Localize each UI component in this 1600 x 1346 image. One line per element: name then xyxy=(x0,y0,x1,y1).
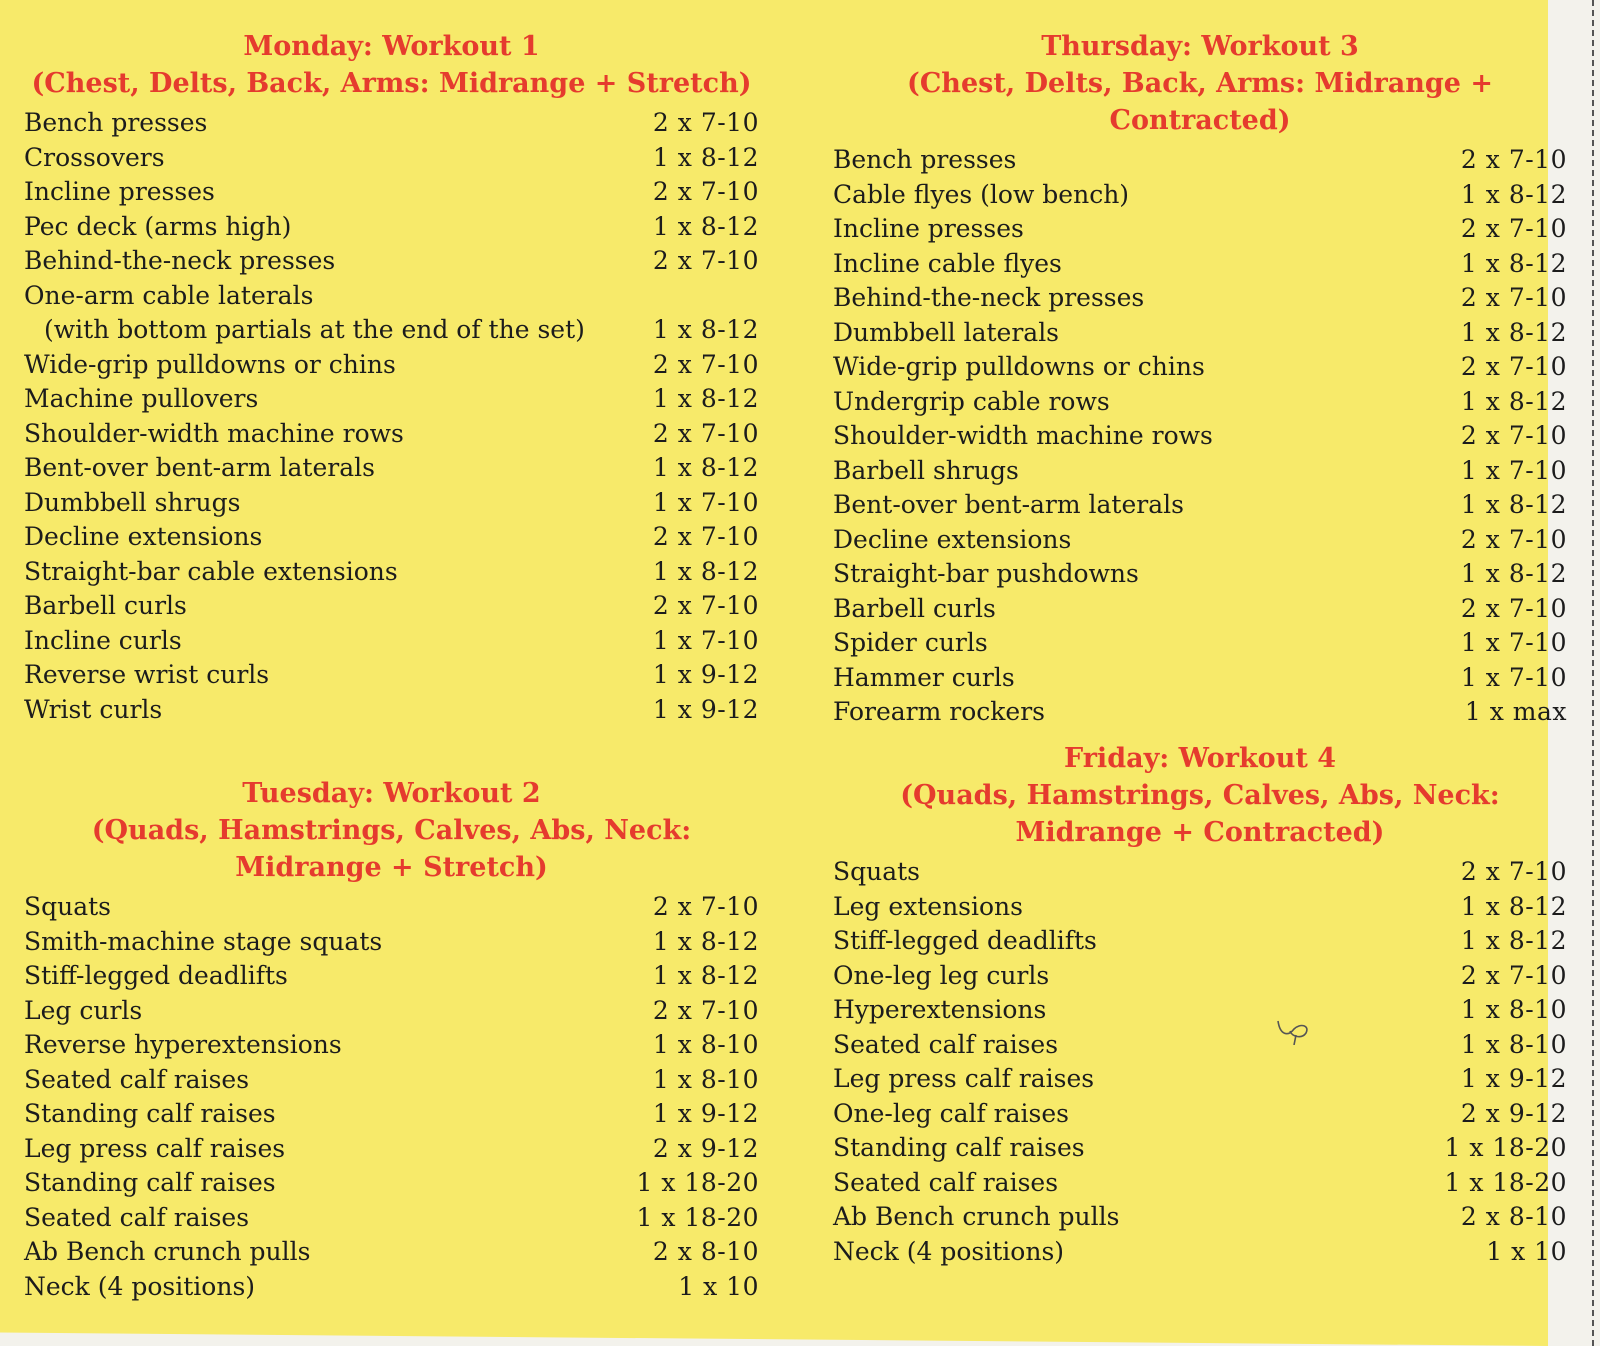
exercise-sets: 1 x 9-12 xyxy=(652,1099,759,1128)
exercise-name: Straight-bar pushdowns xyxy=(833,559,1139,588)
exercise-row xyxy=(833,316,1567,351)
exercise-sets: 2 x 7-10 xyxy=(1460,214,1567,243)
exercise-sets: 1 x 9-12 xyxy=(1460,1064,1567,1093)
exercise-name: Spider curls xyxy=(833,628,988,657)
exercise-sets: 2 x 9-12 xyxy=(652,1133,759,1163)
exercise-row xyxy=(833,1062,1567,1097)
exercise-name: Neck (4 positions) xyxy=(833,1236,1065,1266)
exercise-name: Decline extensions xyxy=(833,524,1072,554)
exercise-row xyxy=(833,1200,1567,1235)
exercise-row xyxy=(833,454,1567,489)
exercise-sets: 2 x 7-10 xyxy=(652,892,759,921)
exercise-name: Smith-machine stage squats xyxy=(24,926,383,956)
exercise-sets: 1 x max xyxy=(1464,697,1567,726)
exercise-sets: 1 x 8-12 xyxy=(1460,559,1567,588)
exercise-sets: 1 x 7-10 xyxy=(1460,662,1567,692)
exercise-name: Stiff-legged deadlifts xyxy=(24,961,288,990)
exercise-row xyxy=(833,993,1567,1028)
exercise-name: (with bottom partials at the end of the set) xyxy=(44,315,585,344)
exercise-name: One-leg calf raises xyxy=(833,1098,1069,1128)
exercise-name: Crossovers xyxy=(24,142,165,172)
exercise-list xyxy=(24,890,759,1304)
exercise-row xyxy=(833,419,1567,454)
exercise-sets: 1 x 8-10 xyxy=(1460,995,1567,1024)
exercise-row xyxy=(24,1235,759,1270)
workout-day-title: Friday: Workout 4 xyxy=(1064,743,1336,774)
exercise-row xyxy=(833,488,1567,523)
exercise-name: Reverse hyperextensions xyxy=(24,1030,342,1059)
exercise-sets: 1 x 18-20 xyxy=(636,1168,759,1197)
workout-day-title: Tuesday: Workout 2 xyxy=(242,778,541,809)
exercise-sets: 1 x 10 xyxy=(678,1271,759,1301)
workout-focus: (Quads, Hamstrings, Calves, Abs, Neck: Midrange + Stretch) xyxy=(91,815,692,883)
exercise-name: Machine pullovers xyxy=(24,384,259,413)
exercise-name: Ab Bench crunch pulls xyxy=(24,1237,311,1266)
exercise-row xyxy=(833,143,1567,178)
exercise-sets: 2 x 7-10 xyxy=(1460,593,1567,623)
exercise-sets: 2 x 7-10 xyxy=(652,349,759,379)
exercise-name: Standing calf raises xyxy=(833,1133,1085,1162)
exercise-sets: 2 x 7-10 xyxy=(1460,145,1567,174)
exercise-name: Bent-over bent-arm laterals xyxy=(24,453,375,482)
exercise-row xyxy=(24,589,759,624)
exercise-sets: 1 x 8-12 xyxy=(652,926,759,956)
exercise-row xyxy=(24,1132,759,1167)
exercise-name: Behind-the-neck presses xyxy=(833,283,1145,312)
exercise-sets: 1 x 8-12 xyxy=(652,211,759,241)
exercise-sets: 2 x 7-10 xyxy=(1460,352,1567,381)
workout-block-tuesday xyxy=(24,775,759,1304)
exercise-row xyxy=(833,350,1567,385)
exercise-sets: 1 x 8-12 xyxy=(652,142,759,172)
exercise-sets: 2 x 7-10 xyxy=(1460,960,1567,990)
exercise-name: Reverse wrist curls xyxy=(24,660,270,689)
exercise-row xyxy=(24,890,759,925)
exercise-sets: 1 x 8-12 xyxy=(1460,926,1567,955)
workout-block-monday xyxy=(24,28,759,727)
exercise-name: Standing calf raises xyxy=(24,1168,276,1197)
exercise-row xyxy=(24,1097,759,1132)
exercise-name: Ab Bench crunch pulls xyxy=(833,1202,1120,1231)
exercise-row xyxy=(24,382,759,417)
exercise-row xyxy=(833,695,1567,730)
exercise-sets: 1 x 8-12 xyxy=(652,315,759,344)
exercise-name: Squats xyxy=(24,892,112,921)
exercise-row xyxy=(24,555,759,590)
exercise-row xyxy=(24,1201,759,1236)
exercise-name: Decline extensions xyxy=(24,522,263,551)
exercise-name: Leg curls xyxy=(24,995,143,1025)
exercise-sets: 2 x 7-10 xyxy=(652,591,759,620)
exercise-name: Seated calf raises xyxy=(24,1064,250,1094)
exercise-name: Incline curls xyxy=(24,625,182,655)
exercise-name: Seated calf raises xyxy=(833,1029,1059,1059)
exercise-sets: 2 x 7-10 xyxy=(652,995,759,1025)
exercise-name: Hammer curls xyxy=(833,662,1015,692)
workout-focus: (Quads, Hamstrings, Calves, Abs, Neck: Midrange + Contracted) xyxy=(900,780,1500,848)
exercise-sets: 1 x 8-12 xyxy=(1460,891,1567,921)
exercise-row xyxy=(833,1131,1567,1166)
exercise-row xyxy=(833,1235,1567,1270)
exercise-row xyxy=(24,520,759,555)
exercise-sets: 2 x 7-10 xyxy=(652,418,759,448)
exercise-row xyxy=(24,624,759,659)
exercise-name: Dumbbell shrugs xyxy=(24,487,241,517)
exercise-row xyxy=(833,592,1567,627)
exercise-sets: 2 x 7-10 xyxy=(1460,283,1567,312)
exercise-sets: 1 x 8-12 xyxy=(1460,386,1567,416)
exercise-row xyxy=(24,658,759,693)
exercise-name: One-arm cable laterals xyxy=(24,280,314,310)
exercise-name: Squats xyxy=(833,857,921,886)
exercise-sets: 2 x 7-10 xyxy=(652,522,759,551)
exercise-row xyxy=(24,451,759,486)
handwritten-mark xyxy=(1274,1015,1314,1045)
exercise-sets: 1 x 8-12 xyxy=(1460,490,1567,519)
workout-block-friday xyxy=(833,740,1567,1269)
exercise-sets: 2 x 7-10 xyxy=(1460,857,1567,886)
exercise-sets: 2 x 8-10 xyxy=(652,1237,759,1266)
exercise-sets: 1 x 7-10 xyxy=(1460,455,1567,485)
exercise-name: Barbell curls xyxy=(833,593,996,623)
exercise-row xyxy=(833,1028,1567,1063)
exercise-sets: 2 x 7-10 xyxy=(1460,421,1567,450)
exercise-sets: 1 x 8-12 xyxy=(652,961,759,990)
exercise-sets: 2 x 7-10 xyxy=(652,177,759,206)
exercise-name: Undergrip cable rows xyxy=(833,386,1110,416)
exercise-name: Leg extensions xyxy=(833,891,1023,921)
exercise-sets: 2 x 7-10 xyxy=(652,246,759,275)
exercise-name: Barbell shrugs xyxy=(833,455,1019,485)
exercise-row xyxy=(24,1166,759,1201)
workout-block-thursday xyxy=(833,28,1567,730)
dashed-cut-line xyxy=(1592,0,1594,1346)
exercise-name: Seated calf raises xyxy=(24,1202,250,1232)
exercise-sets: 1 x 10 xyxy=(1486,1236,1567,1266)
exercise-name: Incline presses xyxy=(833,214,1024,243)
exercise-name: Bent-over bent-arm laterals xyxy=(833,490,1184,519)
exercise-name: Stiff-legged deadlifts xyxy=(833,926,1097,955)
exercise-sets: 1 x 18-20 xyxy=(1444,1133,1567,1162)
exercise-sets: 2 x 8-10 xyxy=(1460,1202,1567,1231)
exercise-name: Bench presses xyxy=(833,145,1017,174)
exercise-name: Leg press calf raises xyxy=(833,1064,1095,1093)
exercise-row xyxy=(24,279,759,314)
exercise-row xyxy=(24,106,759,141)
exercise-name: Straight-bar cable extensions xyxy=(24,556,398,586)
exercise-name: Dumbbell laterals xyxy=(833,317,1060,347)
exercise-row xyxy=(833,557,1567,592)
exercise-row xyxy=(833,281,1567,316)
exercise-name: Forearm rockers xyxy=(833,697,1046,726)
exercise-row xyxy=(24,925,759,960)
exercise-sets: 2 x 7-10 xyxy=(652,108,759,137)
exercise-name: Behind-the-neck presses xyxy=(24,246,336,275)
exercise-row xyxy=(24,348,759,383)
exercise-row xyxy=(833,385,1567,420)
exercise-name: One-leg leg curls xyxy=(833,960,1050,990)
exercise-sets: 1 x 9-12 xyxy=(652,660,759,689)
exercise-sets: 1 x 8-12 xyxy=(1460,248,1567,278)
exercise-name: Standing calf raises xyxy=(24,1099,276,1128)
exercise-row xyxy=(833,890,1567,925)
exercise-row xyxy=(24,210,759,245)
exercise-row xyxy=(24,141,759,176)
exercise-name: Hyperextensions xyxy=(833,995,1047,1024)
exercise-sets: 1 x 8-12 xyxy=(652,556,759,586)
exercise-name: Barbell curls xyxy=(24,591,187,620)
exercise-name: Wide-grip pulldowns or chins xyxy=(833,352,1205,381)
exercise-sets: 1 x 8-10 xyxy=(1460,1029,1567,1059)
exercise-row xyxy=(833,212,1567,247)
exercise-row xyxy=(24,693,759,728)
exercise-row xyxy=(24,417,759,452)
workout-day-title: Thursday: Workout 3 xyxy=(1041,31,1359,62)
exercise-row xyxy=(24,994,759,1029)
exercise-row xyxy=(24,1270,759,1305)
exercise-sets: 1 x 18-20 xyxy=(1444,1167,1567,1197)
workout-focus: (Chest, Delts, Back, Arms: Midrange + Contracted) xyxy=(907,68,1493,136)
exercise-name: Bench presses xyxy=(24,108,208,137)
exercise-row xyxy=(24,1028,759,1063)
exercise-name: Incline cable flyes xyxy=(833,248,1062,278)
exercise-name: Wide-grip pulldowns or chins xyxy=(24,349,396,379)
exercise-list xyxy=(833,143,1567,730)
exercise-row xyxy=(833,1097,1567,1132)
exercise-row xyxy=(24,959,759,994)
exercise-sets: 1 x 8-12 xyxy=(652,453,759,482)
exercise-row xyxy=(833,523,1567,558)
exercise-row xyxy=(24,244,759,279)
exercise-name: Seated calf raises xyxy=(833,1167,1059,1197)
exercise-sets: 1 x 8-12 xyxy=(1460,317,1567,347)
exercise-row xyxy=(24,175,759,210)
exercise-sets: 1 x 7-10 xyxy=(652,487,759,517)
exercise-name: Shoulder-width machine rows xyxy=(833,421,1213,450)
exercise-sets: 1 x 7-10 xyxy=(652,625,759,655)
exercise-name: Cable flyes (low bench) xyxy=(833,179,1130,209)
exercise-row xyxy=(833,661,1567,696)
exercise-row xyxy=(833,1166,1567,1201)
exercise-row xyxy=(833,247,1567,282)
exercise-name: Neck (4 positions) xyxy=(24,1271,256,1301)
workout-day-title: Monday: Workout 1 xyxy=(243,31,540,62)
exercise-sets: 1 x 7-10 xyxy=(1460,628,1567,657)
exercise-sets: 1 x 8-10 xyxy=(652,1030,759,1059)
exercise-sets: 1 x 8-12 xyxy=(1460,179,1567,209)
exercise-list xyxy=(833,855,1567,1269)
exercise-name: Wrist curls xyxy=(24,694,163,724)
exercise-row xyxy=(833,855,1567,890)
exercise-row xyxy=(833,178,1567,213)
exercise-name: Leg press calf raises xyxy=(24,1133,286,1163)
exercise-name: Shoulder-width machine rows xyxy=(24,418,404,448)
exercise-name: Pec deck (arms high) xyxy=(24,211,292,241)
exercise-row xyxy=(24,313,759,348)
workout-focus: (Chest, Delts, Back, Arms: Midrange + Stretch) xyxy=(31,68,752,99)
exercise-sets: 1 x 18-20 xyxy=(636,1202,759,1232)
exercise-list xyxy=(24,106,759,727)
exercise-row xyxy=(24,1063,759,1098)
exercise-sets: 2 x 9-12 xyxy=(1460,1098,1567,1128)
exercise-sets: 2 x 7-10 xyxy=(1460,524,1567,554)
exercise-sets: 1 x 8-10 xyxy=(652,1064,759,1094)
exercise-name: Incline presses xyxy=(24,177,215,206)
exercise-row xyxy=(833,959,1567,994)
exercise-sets: 1 x 9-12 xyxy=(652,694,759,724)
exercise-sets: 1 x 8-12 xyxy=(652,384,759,413)
exercise-row xyxy=(833,626,1567,661)
exercise-row xyxy=(24,486,759,521)
exercise-row xyxy=(833,924,1567,959)
